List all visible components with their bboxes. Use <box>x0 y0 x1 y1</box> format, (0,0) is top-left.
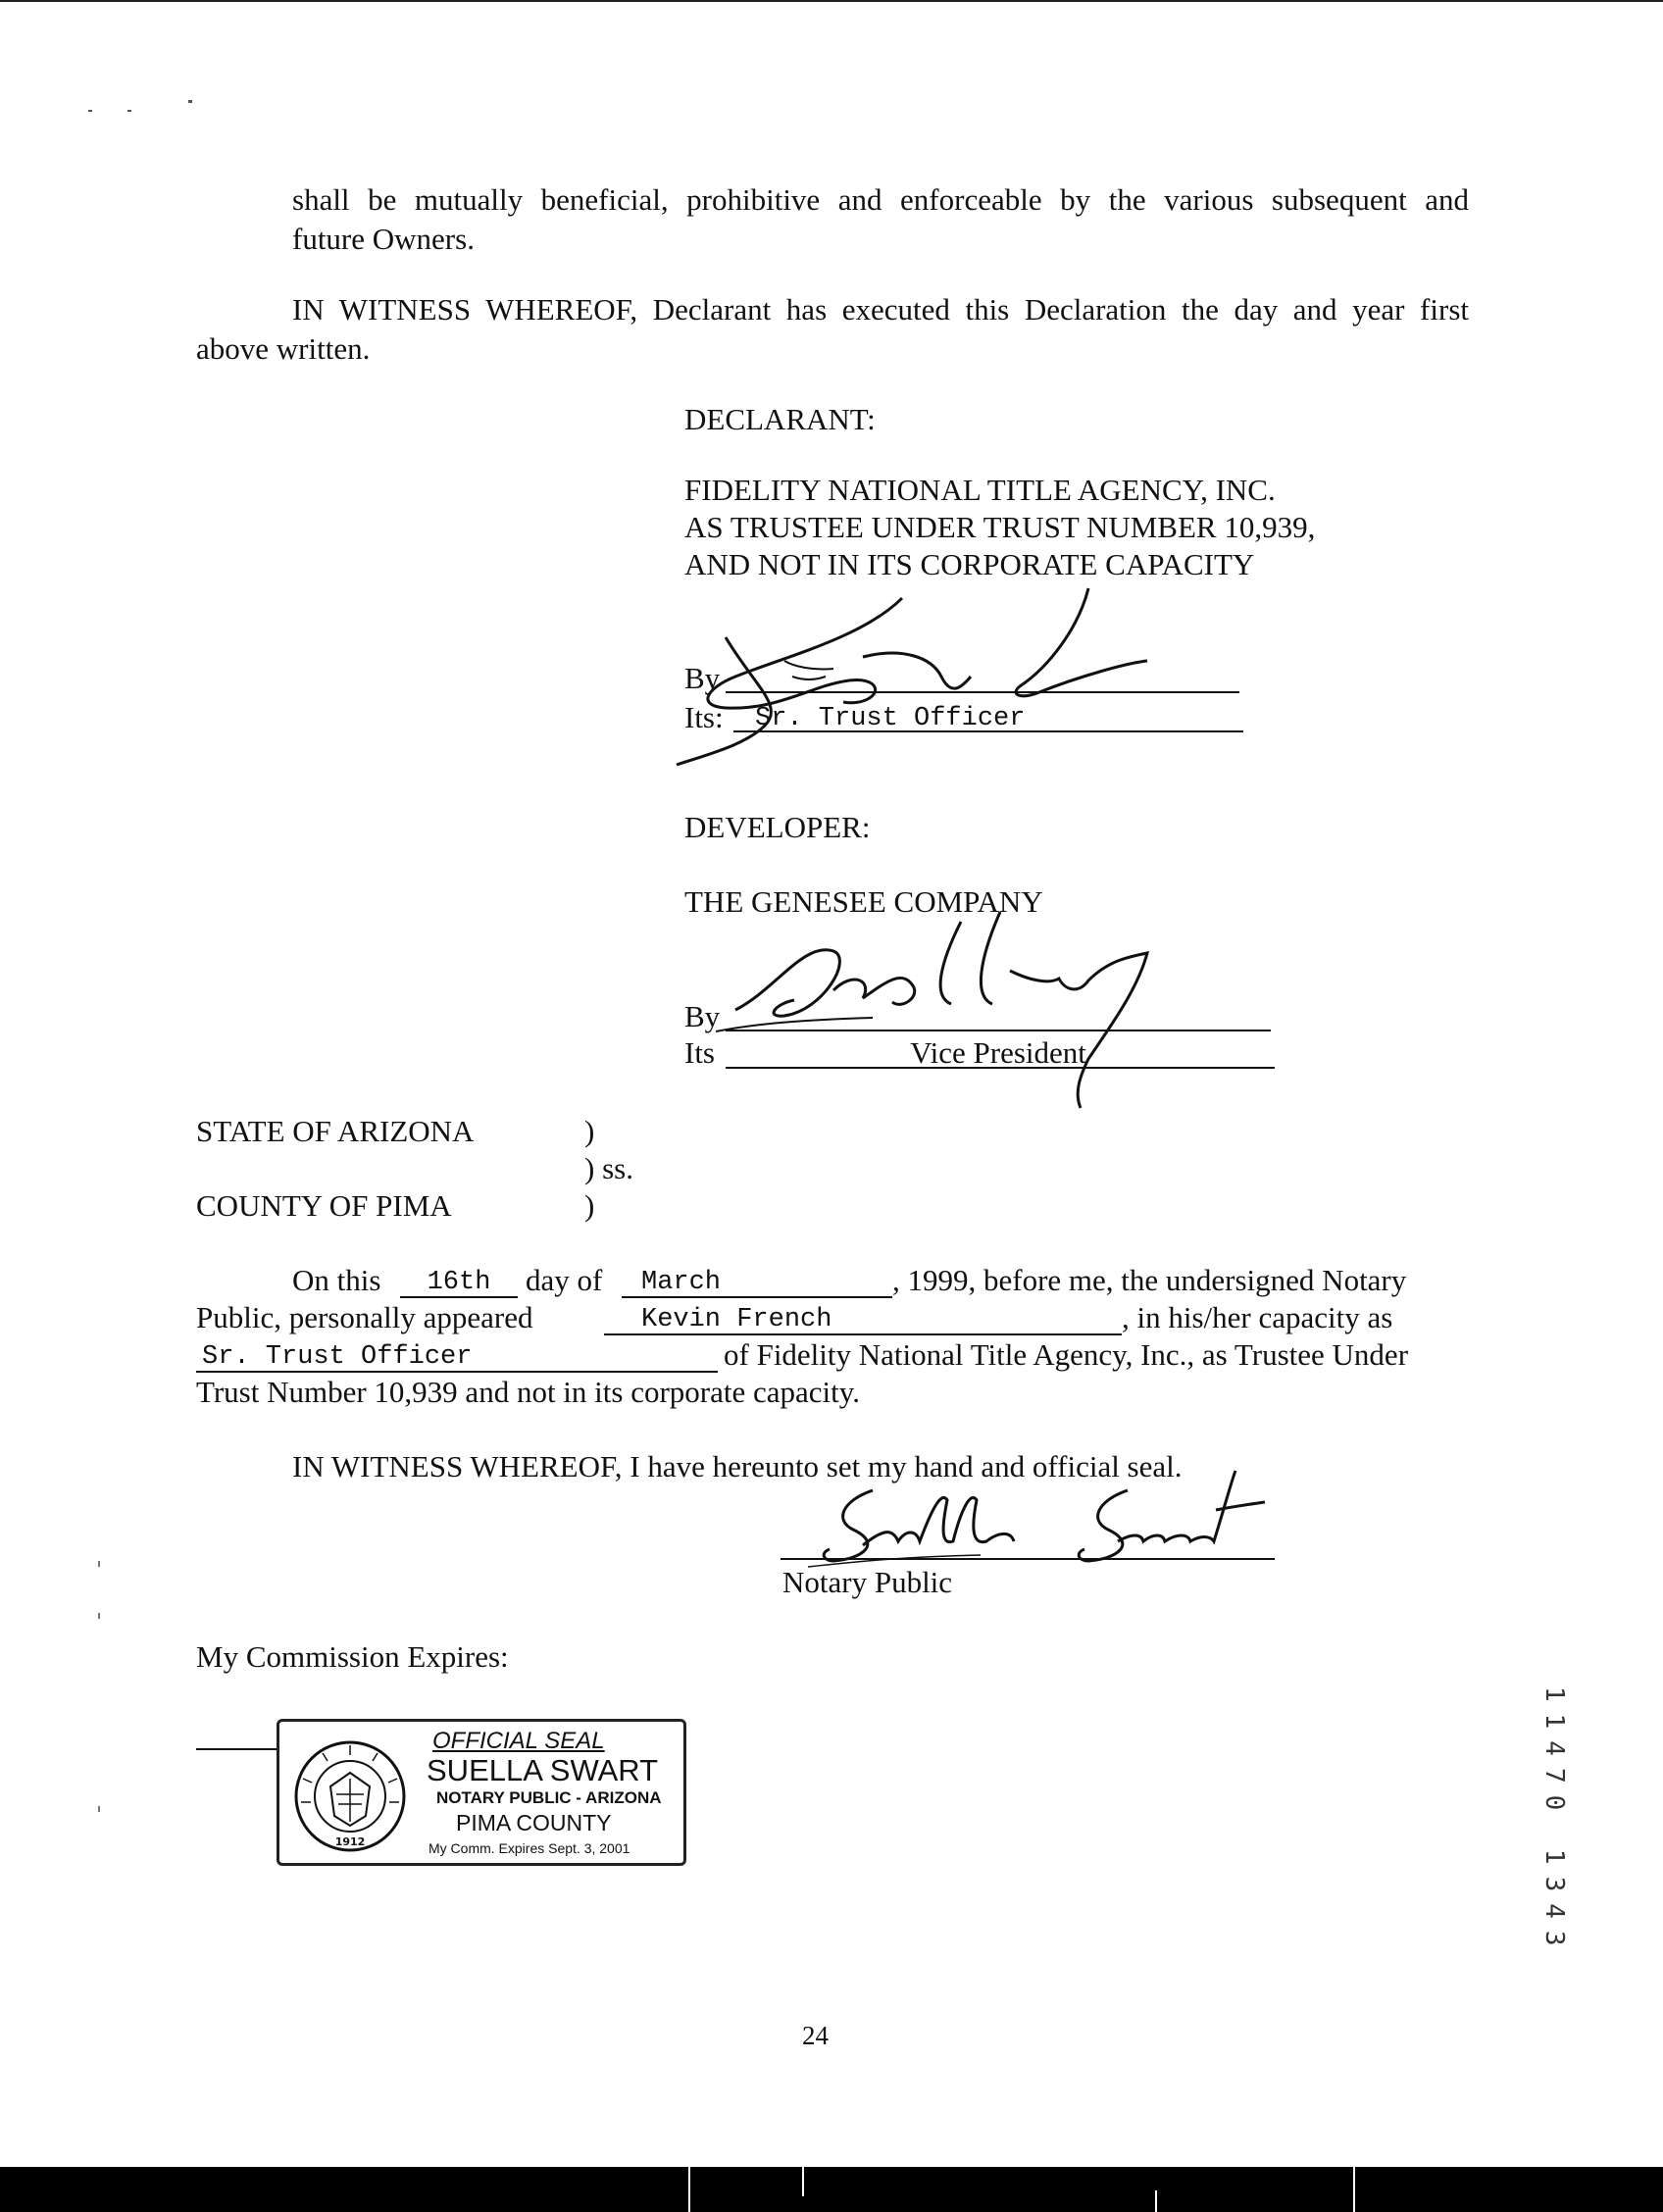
ack-capacity-text: , in his/her capacity as <box>1122 1300 1393 1334</box>
declarant-signature <box>667 578 1294 775</box>
scan-speck <box>188 100 192 103</box>
declarant-its-label: Its: <box>684 700 724 734</box>
ack-day-of: day of <box>526 1263 603 1297</box>
ack-public-appeared: Public, personally appeared <box>196 1300 533 1334</box>
state-seal-emblem <box>293 1739 407 1853</box>
notary-witness-clause: IN WITNESS WHEREOF, I have hereunto set my hand and official seal. <box>292 1449 1183 1483</box>
page-number: 24 <box>802 2021 829 2050</box>
developer-heading: DEVELOPER: <box>684 810 871 844</box>
seal-county: PIMA COUNTY <box>456 1810 612 1835</box>
scan-speck <box>98 1561 100 1567</box>
seal-emblem-year: 1912 <box>334 1835 366 1848</box>
ack-trust-line: Trust Number 10,939 and not in its corporate capacity. <box>196 1375 860 1409</box>
seal-expiration: My Comm. Expires Sept. 3, 2001 <box>428 1840 630 1856</box>
bottom-scan-bar <box>0 2167 1663 2212</box>
developer-by-label: By <box>684 999 721 1033</box>
ack-on-this: On this <box>292 1263 381 1297</box>
notary-seal-stamp <box>277 1719 686 1866</box>
developer-signature <box>716 902 1226 1118</box>
ack-month-value: March <box>641 1268 722 1297</box>
declarant-its-value: Sr. Trust Officer <box>755 704 1026 733</box>
scan-speck <box>98 1613 100 1619</box>
notary-public-label: Notary Public <box>782 1565 953 1599</box>
declarant-heading: DECLARANT: <box>684 402 876 436</box>
body-line-1: shall be mutually beneficial, prohibitive and enforceable by the various subsequent and <box>292 182 1469 217</box>
seal-notary-public: NOTARY PUBLIC - ARIZONA <box>436 1788 662 1807</box>
notary-signature <box>804 1451 1275 1588</box>
venue-paren-2: ) <box>584 1188 595 1223</box>
witness-clause-line-1: IN WITNESS WHEREOF, Declarant has executed this Declaration the day and year first <box>292 292 1469 327</box>
ack-title-value: Sr. Trust Officer <box>202 1342 473 1372</box>
ack-year-text: , 1999, before me, the undersigned Notary <box>892 1263 1407 1297</box>
ack-day-value: 16th <box>427 1268 491 1297</box>
venue-paren-1: ) <box>584 1114 595 1148</box>
scan-speck <box>98 1806 100 1812</box>
venue-state: STATE OF ARIZONA <box>196 1114 475 1148</box>
developer-name: THE GENESEE COMPANY <box>684 884 1043 919</box>
body-line-2: future Owners. <box>292 222 475 256</box>
scan-speck <box>127 110 131 112</box>
developer-its-value: Vice President <box>910 1035 1086 1070</box>
seal-notary-name: SUELLA SWART <box>427 1753 659 1787</box>
commission-label: My Commission Expires: <box>196 1639 509 1674</box>
developer-its-label: Its <box>684 1035 715 1070</box>
declarant-name-line-1: FIDELITY NATIONAL TITLE AGENCY, INC. <box>684 473 1276 507</box>
declarant-name-line-2: AS TRUSTEE UNDER TRUST NUMBER 10,939, <box>684 510 1316 544</box>
seal-title: OFFICIAL SEAL <box>432 1728 605 1754</box>
ack-of-fidelity: of Fidelity National Title Agency, Inc., as Trustee Under <box>724 1337 1409 1372</box>
venue-county: COUNTY OF PIMA <box>196 1188 452 1223</box>
ack-person-value: Kevin French <box>641 1305 832 1334</box>
venue-ss: ) ss. <box>584 1151 633 1185</box>
scan-speck <box>88 110 92 112</box>
ack-month-line <box>622 1296 892 1298</box>
declarant-by-label: By <box>684 661 721 695</box>
witness-clause-line-2: above written. <box>196 331 371 366</box>
top-scan-edge <box>0 0 1663 2</box>
recording-stamp-number: 11470 1343 <box>1539 1686 1569 1958</box>
declarant-name-line-3: AND NOT IN ITS CORPORATE CAPACITY <box>684 547 1255 581</box>
